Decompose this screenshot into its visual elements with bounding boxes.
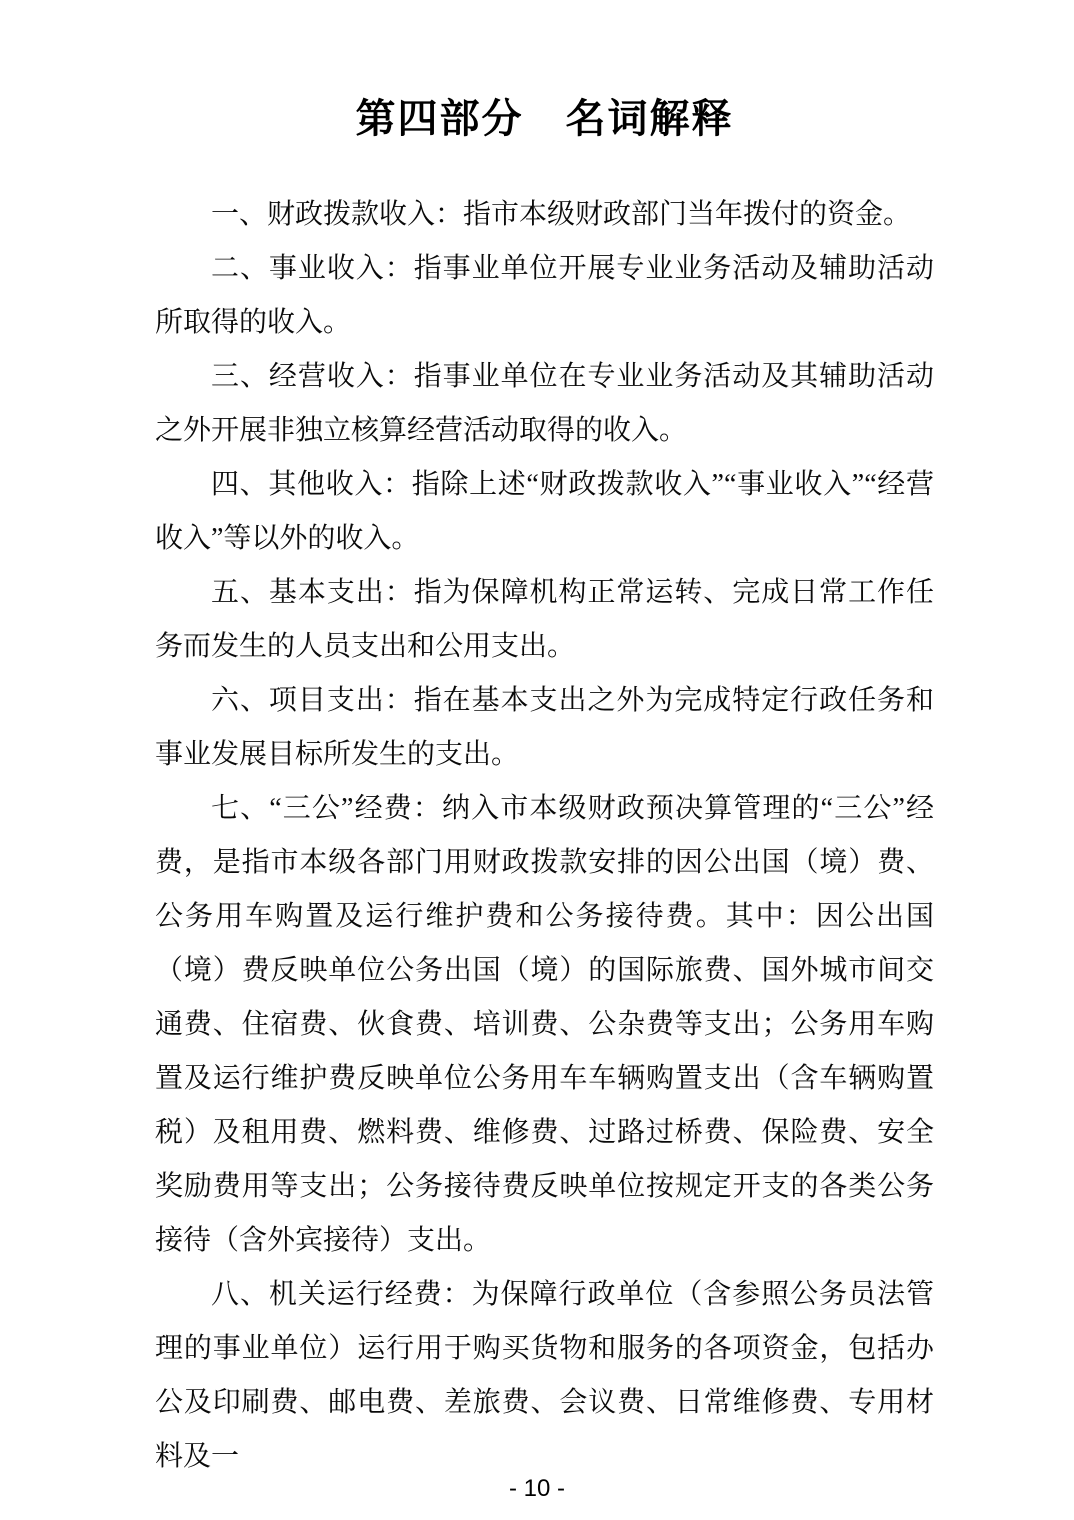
page-title: 第四部分 名词解释: [355, 97, 734, 141]
page-footer: [0, 1474, 1074, 1504]
definition-paragraph-6: 六、项目支出：指在基本支出之外为完成特定行政任务和事业发展目标所发生的支出。: [155, 685, 934, 770]
definition-paragraph-4: 四、其他收入：指除上述“财政拨款收入”“事业收入”“经营收入”等以外的收入。: [155, 469, 934, 554]
definition-paragraph-3: 三、经营收入：指事业单位在专业业务活动及其辅助活动之外开展非独立核算经营活动取得的收入。: [155, 361, 934, 446]
definition-paragraph-8: 八、机关运行经费：为保障行政单位（含参照公务员法管理的事业单位）运行用于购买货物和服务的各项资金，包括办公及印刷费、邮电费、差旅费、会议费、日常维修费、专用材料及一: [155, 1279, 934, 1472]
definition-paragraph-2: 二、事业收入：指事业单位开展专业业务活动及辅助活动所取得的收入。: [155, 253, 934, 338]
definition-paragraph-5: 五、基本支出：指为保障机构正常运转、完成日常工作任务而发生的人员支出和公用支出。: [155, 577, 934, 662]
document-body: [155, 188, 934, 1484]
page-number: - 10 -: [508, 1475, 565, 1502]
definition-paragraph-1: 一、财政拨款收入：指市本级财政部门当年拨付的资金。: [211, 199, 912, 230]
definition-paragraph-7: 七、“三公”经费：纳入市本级财政预决算管理的“三公”经费，是指市本级各部门用财政拨款安排的因公出国（境）费、公务用车购置及运行维护费和公务接待费。其中：因公出国（境）费反映单位公务出国（境）的国际旅费、国外城市间交通费、住宿费、伙食费、培训费、公杂费等支出；公务用车购置及运行维护费反映单位公务用车车辆购置支出（含车辆购置税）及租用费、燃料费、维修费、过路过桥费、保险费、安全奖励费用等支出；公务接待费反映单位按规定开支的各类公务接待（含外宾接待）支出。: [155, 793, 934, 1256]
